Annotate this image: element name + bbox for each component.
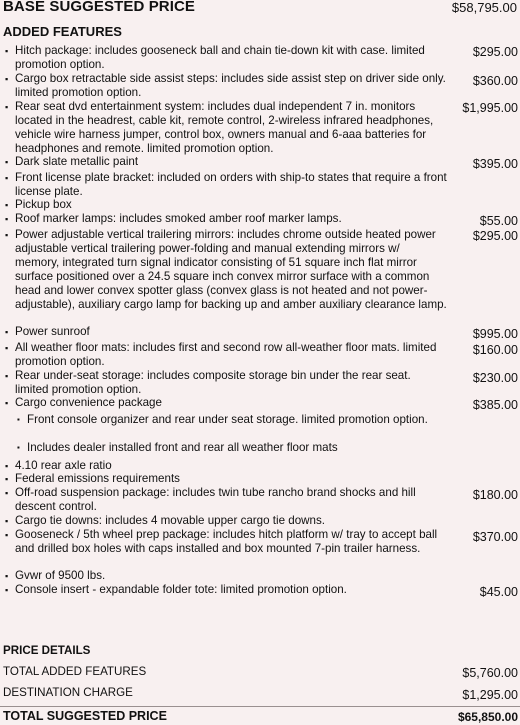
feature-text: Dark slate metallic paint	[15, 155, 139, 168]
bullet-icon: ▪	[5, 516, 9, 526]
feature-text: Gooseneck / 5th wheel prep package: includes hitch platform w/ tray to accept ball and drilled box holes with caps installed and box mounted 7-pin trailer harness.	[15, 528, 438, 555]
bullet-icon: ▪	[5, 461, 9, 471]
feature-text: All weather floor mats: includes first and second row all-weather floor mats. limited promotion option.	[15, 341, 437, 368]
bullet-icon: ▪	[5, 74, 9, 84]
feature-item	[5, 472, 447, 486]
sub-item-text: Includes dealer installed front and rear all weather floor mats	[27, 441, 338, 454]
bullet-icon: ▪	[17, 443, 20, 452]
feature-price: $295.00	[472, 229, 518, 243]
feature-item	[5, 569, 447, 583]
feature-item	[5, 514, 447, 528]
feature-price: $180.00	[472, 488, 518, 502]
feature-price: $360.00	[472, 74, 518, 88]
total-suggested-price-label: TOTAL SUGGESTED PRICE	[3, 709, 167, 723]
feature-text: Pickup box	[15, 198, 72, 211]
total-added-features-label: TOTAL ADDED FEATURES	[3, 665, 147, 678]
base-price-value: $58,795.00	[451, 0, 517, 15]
feature-text: Power adjustable vertical trailering mirrors: includes chrome outside heated power adjustable vertical trailering power-folding and manual extending mirrors w/ memory, integrated turn signal indicator consisting of 51 square inch flat mirror surface positioned over a 24.5 square inch convex mirror surface with a common head and lower convex spotter glass (convex glass is not heated and not power-adjustable), auxiliary cargo lamp for backing up and amber auxiliary clearance lamp.	[15, 228, 447, 311]
price-details-heading: PRICE DETAILS	[3, 644, 91, 657]
bullet-icon: ▪	[5, 157, 9, 167]
feature-item	[5, 100, 447, 156]
feature-item	[5, 325, 447, 339]
feature-text: Cargo box retractable side assist steps: includes side assist step on driver side only. limited promotion option.	[15, 72, 446, 99]
feature-price: $45.00	[479, 585, 518, 599]
feature-price: $385.00	[472, 398, 518, 412]
feature-text: Console insert - expandable folder tote: limited promotion option.	[15, 583, 347, 596]
feature-price: $55.00	[479, 214, 518, 228]
bullet-icon: ▪	[5, 585, 9, 595]
destination-charge-label: DESTINATION CHARGE	[3, 686, 133, 699]
feature-item	[5, 396, 447, 410]
bullet-icon: ▪	[5, 46, 9, 56]
feature-text: Cargo tie downs: includes 4 movable upper cargo tie downs.	[15, 514, 325, 527]
added-features-heading: ADDED FEATURES	[3, 24, 122, 39]
feature-text: Front license plate bracket: included on orders with ship-to states that require a front license plate.	[15, 171, 447, 198]
feature-price: $995.00	[472, 327, 518, 341]
bullet-icon: ▪	[5, 214, 9, 224]
bullet-icon: ▪	[5, 571, 9, 581]
feature-text: Federal emissions requirements	[15, 472, 180, 485]
destination-charge-value: $1,295.00	[462, 688, 518, 702]
feature-text: Rear seat dvd entertainment system: includes dual independent 7 in. monitors located in the headrest, cable kit, remote control, 2-wireless infrared headphones, vehicle wire harness jumper, control box, owners manual and 6-aaa batteries for headphones and remote. limited promotion option.	[15, 100, 434, 155]
feature-price: $1,995.00	[462, 101, 518, 115]
feature-text: Off-road suspension package: includes twin tube rancho brand shocks and hill descent control.	[15, 486, 416, 513]
feature-price: $230.00	[472, 371, 518, 385]
bullet-icon: ▪	[5, 230, 9, 240]
feature-item	[5, 583, 447, 597]
feature-text: Gvwr of 9500 lbs.	[15, 569, 106, 582]
feature-item	[5, 369, 447, 397]
base-price-label: BASE SUGGESTED PRICE	[3, 0, 196, 15]
bullet-icon: ▪	[5, 102, 9, 112]
bullet-icon: ▪	[5, 343, 9, 353]
total-added-features-value: $5,760.00	[462, 666, 518, 680]
bullet-icon: ▪	[5, 327, 9, 337]
feature-text: Cargo convenience package	[15, 396, 162, 409]
feature-item	[5, 486, 447, 514]
bullet-icon: ▪	[5, 474, 9, 484]
feature-text: Rear under-seat storage: includes composite storage bin under the rear seat. limited promotion option.	[15, 369, 411, 396]
package-sub-item	[17, 441, 447, 455]
feature-price: $295.00	[472, 45, 518, 59]
total-divider	[0, 706, 520, 707]
bullet-icon: ▪	[5, 530, 9, 540]
bullet-icon: ▪	[5, 398, 9, 408]
feature-price: $395.00	[472, 157, 518, 171]
bullet-icon: ▪	[17, 415, 20, 424]
feature-price: $370.00	[472, 530, 518, 544]
feature-text: Hitch package: includes gooseneck ball and chain tie-down kit with case. limited promotion option.	[15, 44, 425, 71]
feature-item	[5, 155, 447, 169]
package-sub-item	[17, 413, 447, 427]
feature-text: 4.10 rear axle ratio	[15, 459, 112, 472]
sub-item-text: Front console organizer and rear under seat storage. limited promotion option.	[27, 413, 428, 426]
feature-item	[5, 171, 447, 199]
bullet-icon: ▪	[5, 371, 9, 381]
feature-text: Roof marker lamps: includes smoked amber roof marker lamps.	[15, 212, 342, 225]
feature-item	[5, 459, 447, 473]
feature-item	[5, 198, 447, 212]
feature-price: $160.00	[472, 343, 518, 357]
feature-item	[5, 212, 447, 226]
feature-item	[5, 341, 447, 369]
feature-item	[5, 228, 447, 312]
bullet-icon: ▪	[5, 488, 9, 498]
feature-item	[5, 72, 447, 100]
feature-text: Power sunroof	[15, 325, 90, 338]
feature-item	[5, 528, 447, 556]
bullet-icon: ▪	[5, 173, 9, 183]
total-suggested-price-value: $65,850.00	[457, 710, 518, 724]
feature-item	[5, 44, 447, 72]
bullet-icon: ▪	[5, 200, 9, 210]
